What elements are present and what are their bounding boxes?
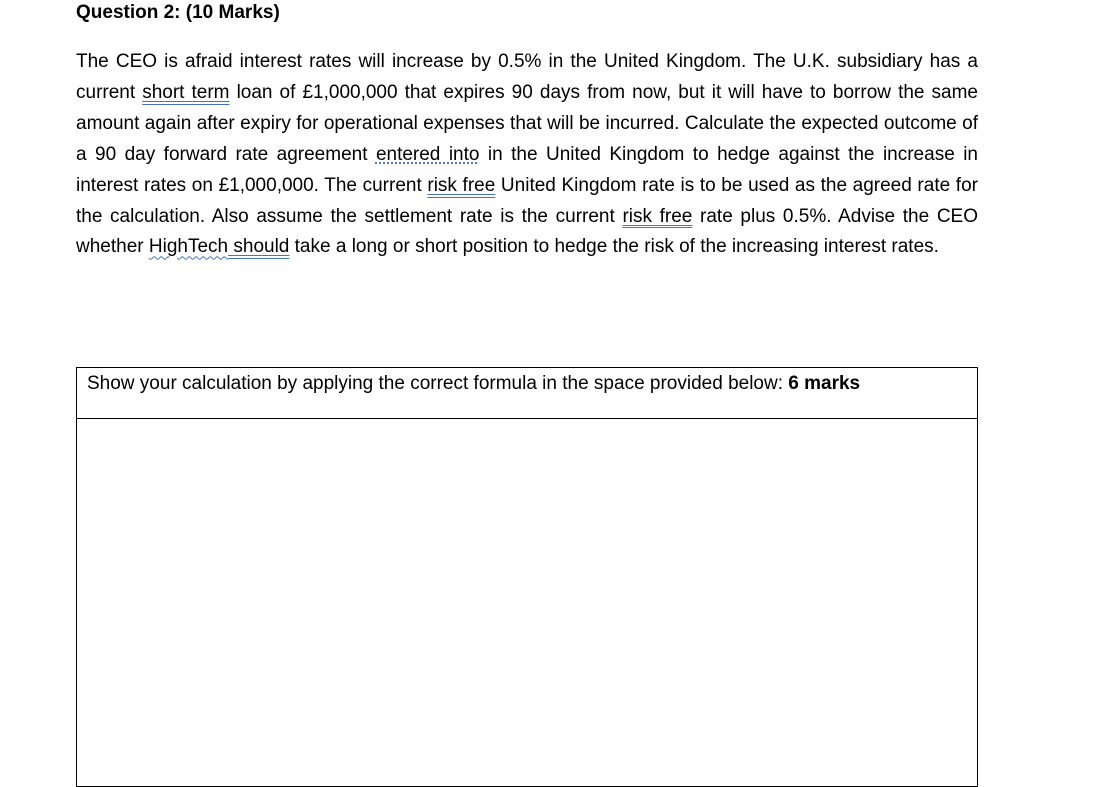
question-text: United Kingdom rate is to be used as the agreed rate for the calculation. Also assume the settlement rate is the current — [76, 174, 978, 227]
question-text: The CEO is afraid interest rates will increase by 0.5% in the United Kingdom. The U.K. subsidiary has a current — [76, 51, 978, 103]
question-heading: Question 2: (10 Marks) — [76, 2, 280, 23]
underlined-phrase: should — [228, 236, 290, 258]
answer-instruction-text: Show your calculation by applying the correct formula in the space provided below: — [87, 373, 789, 394]
question-text: take a long or short position to hedge the risk of the increasing interest rates. — [289, 236, 939, 258]
flagged-word: HighTech — [148, 236, 229, 258]
answer-instruction-row — [77, 368, 977, 419]
underlined-phrase: short term — [142, 81, 230, 103]
marks-label: 6 marks — [788, 373, 861, 394]
question-text: loan of £1,000,000 that expires 90 days from now, but it will have to borrow the same amount again after expiry for operational expenses that will be incurred. Calculate the expected outcome of a 90 day forward rate agreement — [76, 81, 978, 165]
question-text: rate plus 0.5%. Advise the CEO whether — [76, 205, 978, 258]
underlined-phrase: entered into — [375, 143, 480, 165]
answer-table — [76, 367, 978, 787]
underlined-phrase: risk free — [622, 205, 693, 227]
answer-input-area[interactable] — [77, 419, 977, 787]
question-text: in the United Kingdom to hedge against the increase in interest rates on £1,000,000. The current — [76, 143, 978, 196]
underlined-phrase: risk free — [427, 174, 496, 196]
question-paragraph — [76, 47, 978, 263]
